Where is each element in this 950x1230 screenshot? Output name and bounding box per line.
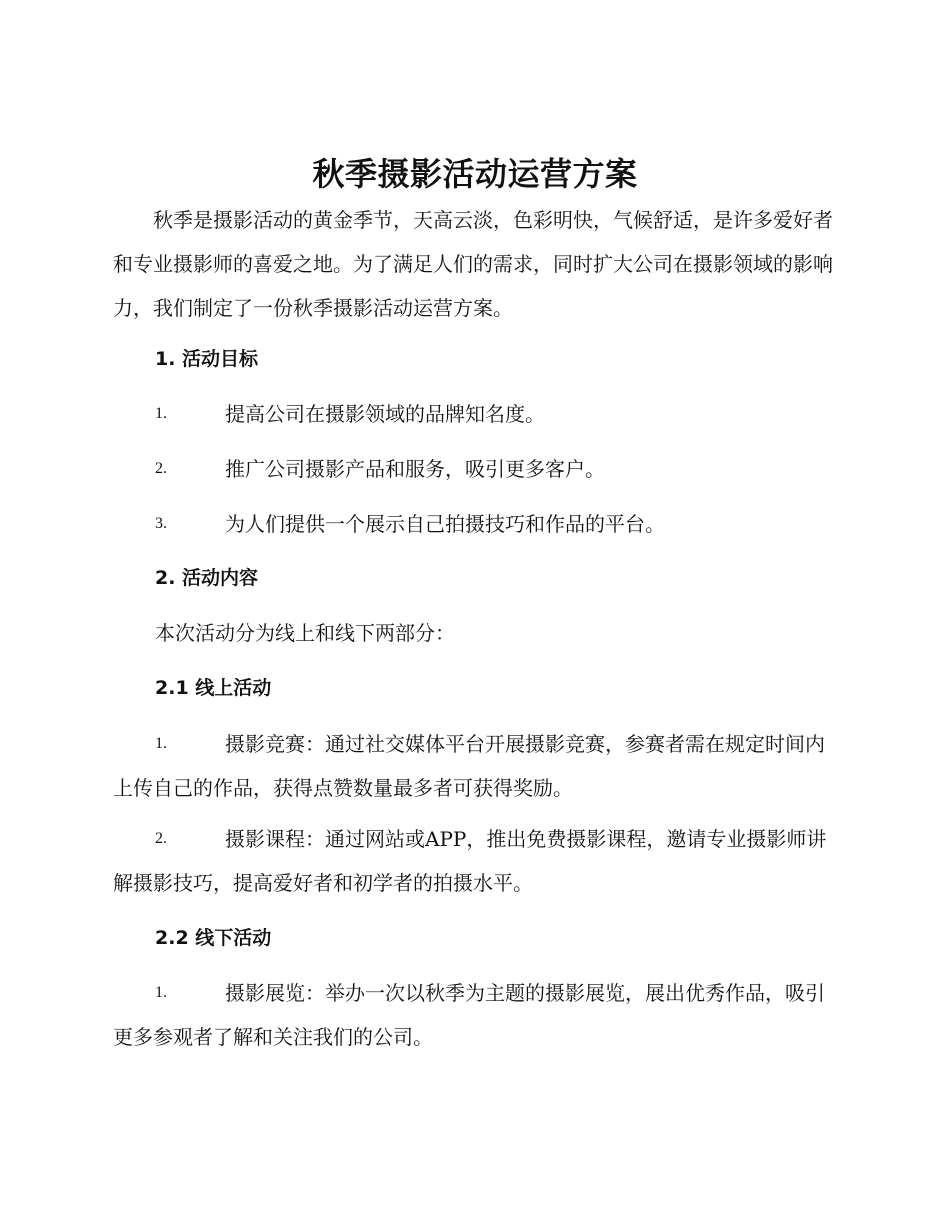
document-title: 秋季摄影活动运营方案 — [312, 155, 638, 193]
list-item-number: 2. — [155, 460, 167, 477]
list-item — [113, 722, 837, 810]
list-item-text: 推广公司摄影产品和服务，吸引更多客户。 — [225, 457, 605, 481]
section-heading-online: 2.1 线上活动 — [155, 677, 272, 699]
list-item-text: 摄影展览：举办一次以秋季为主题的摄影展览，展出优秀作品，吸引更多参观者了解和关注我们的公司。 — [113, 981, 825, 1049]
list-item-text: 为人们提供一个展示自己拍摄技巧和作品的平台。 — [225, 512, 665, 536]
section-heading-goals: 1. 活动目标 — [155, 348, 259, 370]
intro-paragraph: 秋季是摄影活动的黄金季节，天高云淡，色彩明快，气候舒适，是许多爱好者和专业摄影师的喜爱之地。为了满足人们的需求，同时扩大公司在摄影领域的影响力，我们制定了一份秋季摄影活动运营方案。 — [113, 208, 833, 320]
list-item — [113, 392, 837, 436]
list-item-number: 2. — [155, 830, 167, 847]
list-item-number: 1. — [155, 735, 167, 752]
section-heading-offline: 2.2 线下活动 — [155, 927, 272, 949]
list-item-number: 3. — [155, 515, 167, 532]
list-item-number: 1. — [155, 405, 167, 422]
list-item — [113, 971, 837, 1059]
section-intro-text: 本次活动分为线上和线下两部分： — [155, 621, 455, 645]
list-item — [113, 502, 837, 546]
list-item — [113, 817, 837, 905]
list-item-text: 摄影课程：通过网站或APP，推出免费摄影课程，邀请专业摄影师讲解摄影技巧，提高爱好者和初学者的拍摄水平。 — [113, 827, 827, 895]
section-heading-content: 2. 活动内容 — [155, 567, 259, 589]
list-item-number: 1. — [155, 984, 167, 1001]
list-item-text: 提高公司在摄影领域的品牌知名度。 — [225, 402, 545, 426]
list-item-text: 摄影竞赛：通过社交媒体平台开展摄影竞赛，参赛者需在规定时间内上传自己的作品，获得点赞数量最多者可获得奖励。 — [113, 732, 825, 800]
list-item — [113, 447, 837, 491]
